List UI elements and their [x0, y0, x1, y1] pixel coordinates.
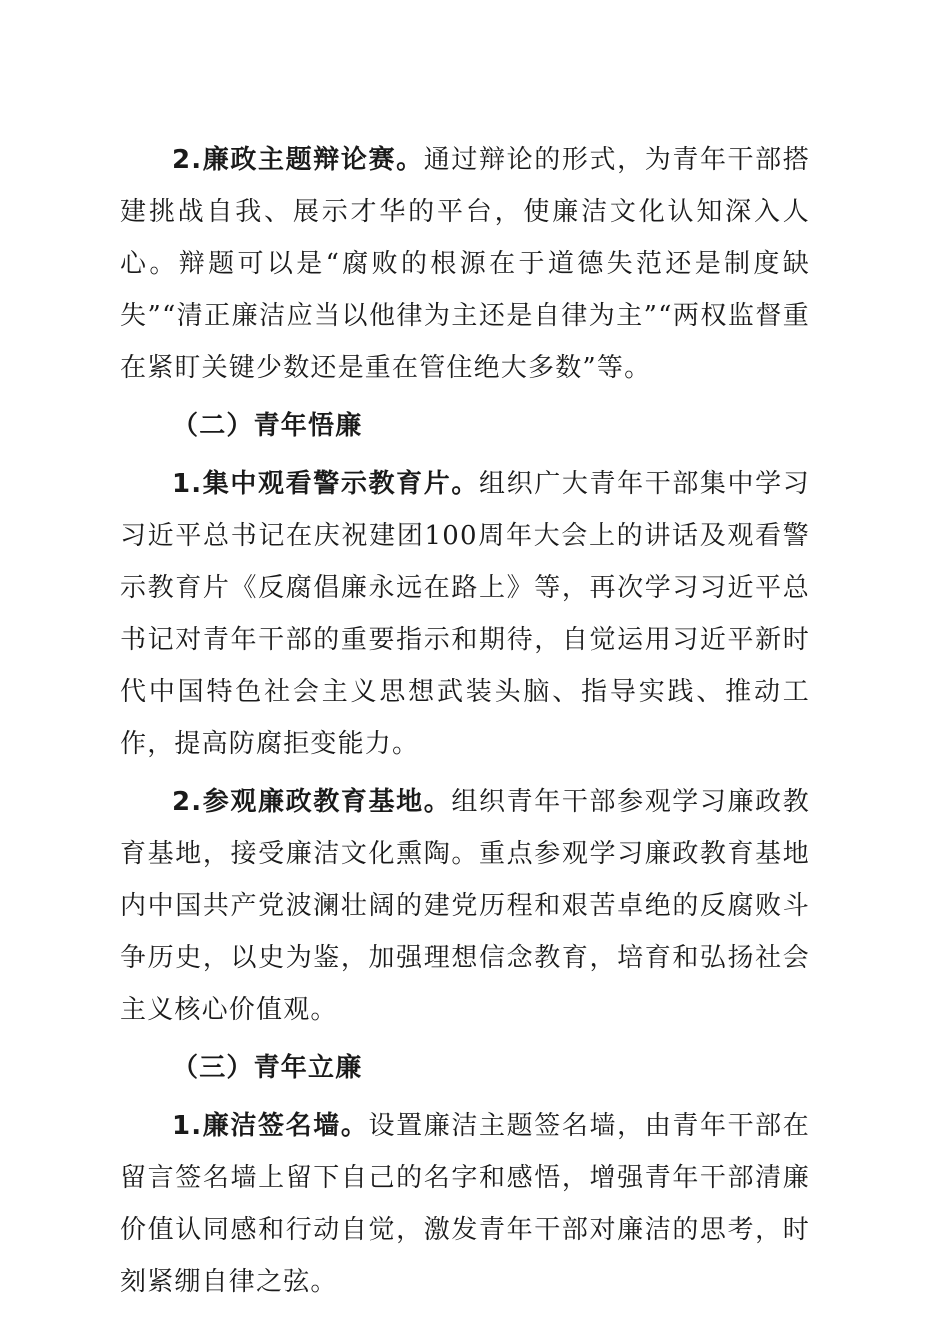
paragraph-debate [120, 134, 810, 394]
paragraph-signature-wall [120, 1100, 810, 1308]
paragraph-education-base [120, 776, 810, 1036]
section-heading-youth-understand: （二）青年悟廉 [172, 411, 363, 441]
paragraph-lead: 1.廉洁签名墙。 [172, 1111, 369, 1141]
paragraph-lead: 2.参观廉政教育基地。 [172, 787, 452, 817]
paragraph-lead: 2.廉政主题辩论赛。 [172, 145, 424, 175]
document-body [120, 134, 810, 1314]
paragraph-text: 组织广大青年干部集中学习习近平总书记在庆祝建团100周年大会上的讲话及观看警示教育片《反腐倡廉永远在路上》等，再次学习习近平总书记对青年干部的重要指示和期待，自觉运用习近平新时代中国特色社会主义思想武装头脑、指导实践、推动工作，提高防腐拒变能力。 [120, 469, 810, 759]
paragraph-text: 设置廉洁主题签名墙，由青年干部在留言签名墙上留下自己的名字和感悟，增强青年干部清廉价值认同感和行动自觉，激发青年干部对廉洁的思考，时刻紧绷自律之弦。 [120, 1111, 811, 1297]
paragraph-text: 通过辩论的形式，为青年干部搭建挑战自我、展示才华的平台，使廉洁文化认知深入人心。辩题可以是“腐败的根源在于道德失范还是制度缺失”“清正廉洁应当以他律为主还是自律为主”“两权监督重在紧盯关键少数还是重在管住绝大多数”等。 [120, 145, 810, 383]
section-heading-youth-establish: （三）青年立廉 [172, 1053, 363, 1083]
paragraph-warning-film [120, 458, 810, 770]
paragraph-text: 组织青年干部参观学习廉政教育基地，接受廉洁文化熏陶。重点参观学习廉政教育基地内中国共产党波澜壮阔的建党历程和艰苦卓绝的反腐败斗争历史，以史为鉴，加强理想信念教育，培育和弘扬社会主义核心价值观。 [120, 787, 810, 1025]
paragraph-lead: 1.集中观看警示教育片。 [172, 469, 479, 499]
